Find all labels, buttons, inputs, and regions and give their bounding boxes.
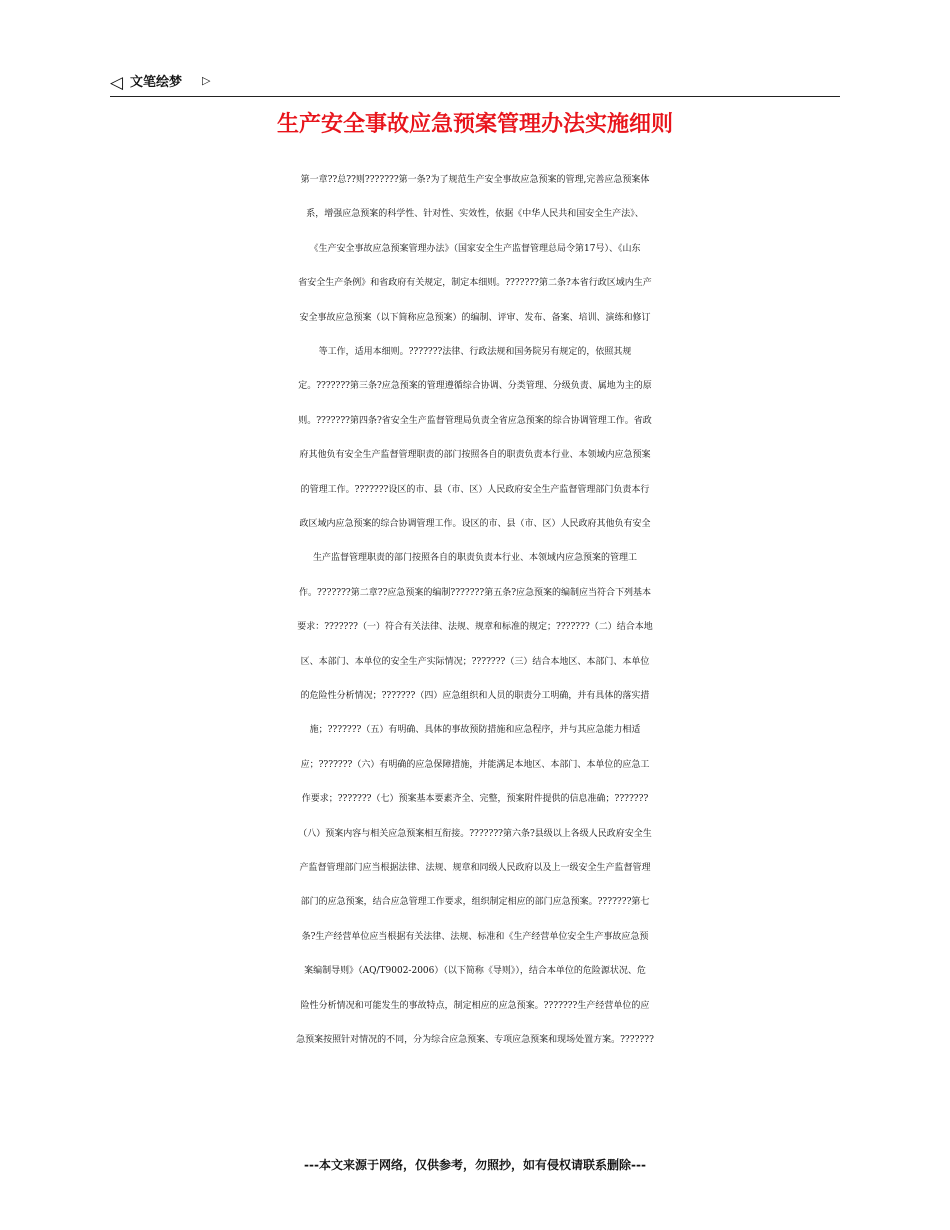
body-line: 条?生产经营单位应当根据有关法律、法规、标准和《生产经营单位安全生产事故应急预 <box>301 931 649 942</box>
body-line: 急预案按照针对情况的不同，分为综合应急预案、专项应急预案和现场处置方案。??????? <box>296 1035 654 1045</box>
body-line: 作要求；???????（七）预案基本要素齐全、完整，预案附件提供的信息准确；??????? <box>301 794 649 805</box>
body-line: 系，增强应急预案的科学性、针对性、实效性，依据《中华人民共和国安全生产法》、 <box>306 209 644 220</box>
body-line: 省安全生产条例》和省政府有关规定，制定本细则。???????第二条?本省行政区域内生产 <box>298 278 652 289</box>
body-line: 第一章??总??则???????第一条?为了规范生产安全事故应急预案的管理,完善应急预案体 <box>300 175 650 185</box>
body-line: （八）预案内容与相关应急预案相互衔接。???????第六条?县级以上各级人民政府安全生 <box>298 828 652 839</box>
triangle-right-icon: ▷ <box>202 74 211 87</box>
body-line: 安全事故应急预案（以下简称应急预案）的编制、评审、发布、备案、培训、演练和修订 <box>299 312 651 323</box>
body-line: 府其他负有安全生产监督管理职责的部门按照各自的职责负责本行业、本领域内应急预案 <box>299 450 651 461</box>
body-line: 政区域内应急预案的综合协调管理工作。设区的市、县（市、区）人民政府其他负有安全 <box>299 519 651 529</box>
body-line: 产监督管理部门应当根据法律、法规、规章和同级人民政府以及上一级安全生产监督管理 <box>299 863 651 873</box>
body-line: 案编制导则》（AQ/T9002-2006）（以下简称《导则》），结合本单位的危险源状况、危 <box>304 966 646 977</box>
triangle-left-icon: ◁ <box>110 73 124 93</box>
body-line: 则。???????第四条?省安全生产监督管理局负责全省应急预案的综合协调管理工作。省政 <box>298 415 652 426</box>
document-title: 生产安全事故应急预案管理办法实施细则 <box>276 112 673 137</box>
footer-disclaimer: ---本文来源于网络，仅供参考，勿照抄，如有侵权请联系删除--- <box>304 1158 646 1172</box>
body-line: 作。???????第二章??应急预案的编制???????第五条?应急预案的编制应当符合下列基本 <box>298 587 652 598</box>
header-brand: 文笔绘梦 <box>130 75 183 90</box>
body-line: 施；???????（五）有明确、具体的事故预防措施和应急程序，并与其应急能力相适 <box>309 725 641 736</box>
body-line: 应；???????（六）有明确的应急保障措施，并能满足本地区、本部门、本单位的应急工 <box>300 759 650 770</box>
body-line: 要求：???????（一）符合有关法律、法规、规章和标准的规定；???????（二）结合本地 <box>297 622 653 633</box>
body-line: 定。???????第三条?应急预案的管理遵循综合协调、分类管理、分级负责、属地为主的原 <box>298 381 652 392</box>
body-line: 区、本部门、本单位的安全生产实际情况；???????（三）结合本地区、本部门、本单位 <box>300 656 650 667</box>
body-line: 的管理工作。???????设区的市、县（市、区）人民政府安全生产监督管理部门负责本行 <box>300 484 650 495</box>
body-line: 部门的应急预案，结合应急管理工作要求，组织制定相应的部门应急预案。???????第七 <box>300 897 650 908</box>
body-line: 的危险性分析情况；???????（四）应急组织和人员的职责分工明确，并有具体的落实措 <box>300 691 650 701</box>
page-header <box>110 72 840 97</box>
body-line: 等工作，适用本细则。???????法律、行政法规和国务院另有规定的，依照其规 <box>318 347 632 357</box>
body-line: 生产监督管理职责的部门按照各自的职责负责本行业、本领域内应急预案的管理工 <box>312 553 637 564</box>
body-line: 《生产安全事故应急预案管理办法》（国家安全生产监督管理总局令第17号）、《山东 <box>309 243 641 254</box>
body-line: 险性分析情况和可能发生的事故特点，制定相应的应急预案。???????生产经营单位的应 <box>300 1000 650 1011</box>
